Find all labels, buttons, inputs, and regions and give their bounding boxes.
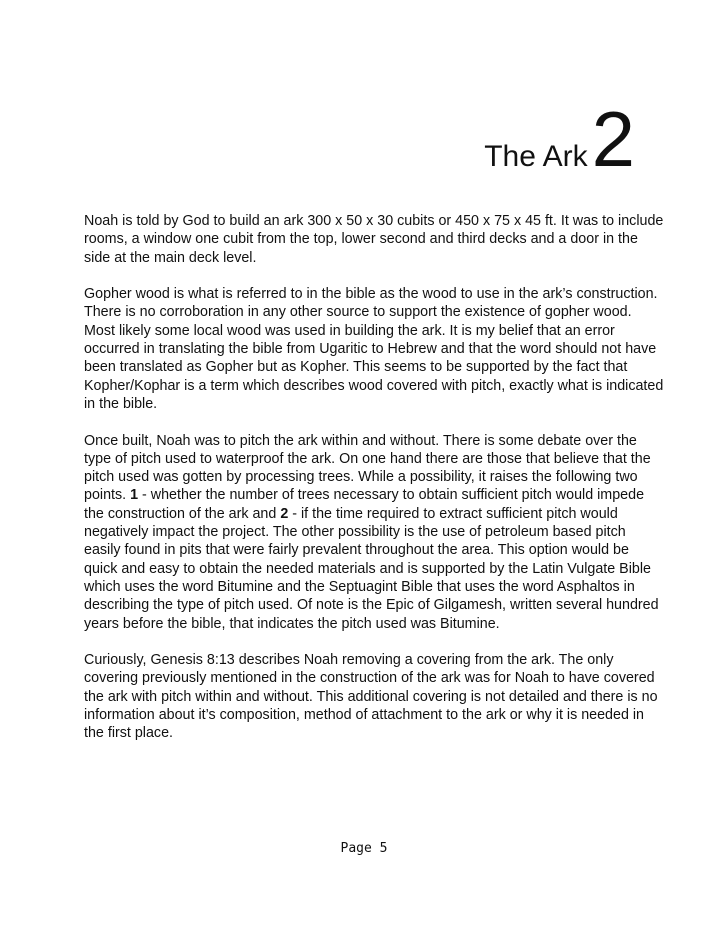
page-number: Page 5 bbox=[340, 841, 388, 856]
paragraph-covering: Curiously, Genesis 8:13 describes Noah removing a covering from the ark. The only covering previously mentioned in the construction of the ark was for Noah to have covered the ark with pitch within and without. This additional covering is not detailed and there is no information about it’s composition, method of attachment to the ark or why it is needed in the first place. bbox=[84, 652, 658, 742]
paragraph-gopher-wood: Gopher wood is what is referred to in the bible as the wood to use in the ark’s construction. There is no corroboration in any other source to support the existence of gopher wood. Most likely some local wood was used in building the ark. It is my belief that an error occurred in translating the bible from Ugaritic to Hebrew and that the word should not have been translated as Gopher but as Kopher. This seems to be supported by the fact that Kopher/Kophar is a term which describes wood covered with pitch, exactly what is indicated in the bible. bbox=[84, 286, 664, 412]
point-marker-2: 2 bbox=[280, 505, 289, 522]
paragraph-dimensions: Noah is told by God to build an ark 300 x 50 x 30 cubits or 450 x 75 x 45 ft. It was to include rooms, a window one cubit from the top, lower second and third decks and a door in the side at the main deck level. bbox=[84, 213, 664, 266]
paragraph-pitch bbox=[84, 432, 664, 633]
pitch-text-part-3: - if the time required to extract sufficient pitch would negatively impact the project. The other possibility is the use of petroleum based pitch easily found in pits that were fairly prevalent throughout the area. This option would be quick and easy to obtain the needed materials and is supported by the Latin Vulgate Bible which uses the word Bitumine and the Septuagint Bible that uses the word Asphaltos in describing the type of pitch used. Of note is the Epic of Gilgamesh, written several hundred years before the bible, that indicates the pitch used was Bitumine. bbox=[84, 505, 659, 632]
chapter-number: 2 bbox=[591, 95, 634, 183]
chapter-title: The Ark bbox=[484, 140, 588, 173]
body-text bbox=[84, 212, 664, 761]
pitch-text-part-1: Once built, Noah was to pitch the ark within and without. There is some debate over the type of pitch used to waterproof the ark. On one hand there are those that believe that the pitch used was gotten by processing trees. While a possibility, it raises the following two points. bbox=[84, 432, 651, 504]
point-marker-1: 1 bbox=[130, 487, 139, 504]
chapter-heading bbox=[484, 95, 634, 183]
pitch-text-part-2: - whether the number of trees necessary to obtain sufficient pitch would impede the construction of the ark and bbox=[84, 487, 645, 522]
